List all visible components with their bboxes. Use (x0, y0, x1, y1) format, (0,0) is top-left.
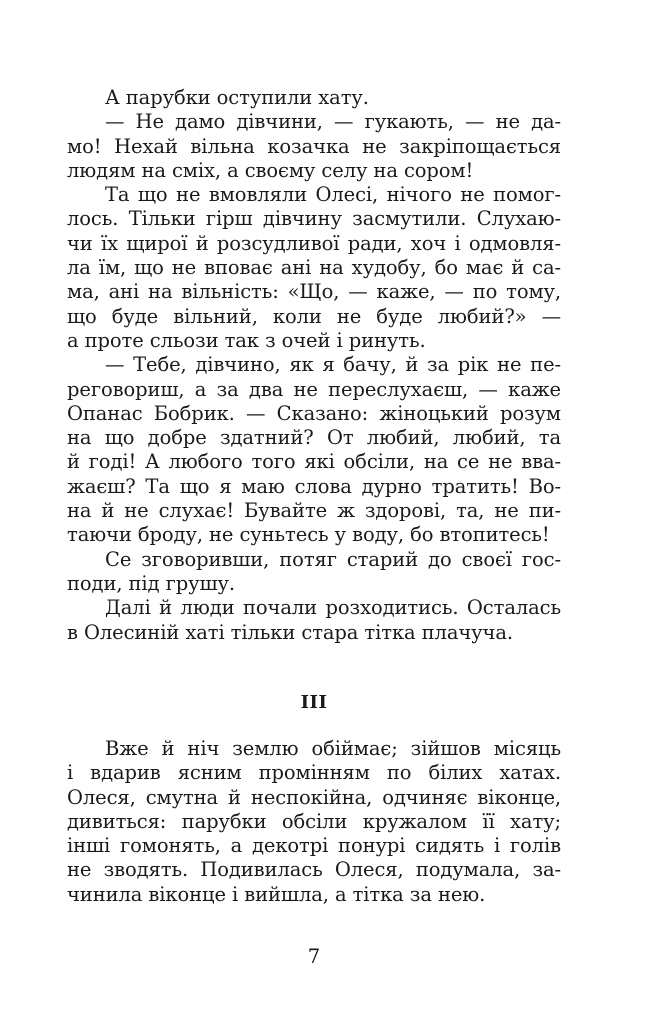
text-line: на що добре здатний? От любий, любий, та (67, 426, 561, 450)
text-line: ла їм, що не вповає ані на худобу, бо має й са- (67, 256, 561, 280)
text-block-after-chapter (67, 737, 561, 907)
text-line: і вдарив ясним промінням по білих хатах. (67, 761, 561, 785)
chapter-heading: ІІІ (300, 692, 328, 713)
text-line: Олеся, смутна й неспокійна, одчиняє віконце, (67, 785, 561, 809)
paragraph (67, 86, 561, 110)
text-line: що буде вільний, коли не буде любий?» — (67, 304, 561, 328)
paragraph (67, 737, 561, 907)
text-line: — Тебе, дівчино, як я бачу, й за рік не пе- (105, 353, 561, 377)
text-line: мо! Нехай вільна козачка не закріпощається (67, 134, 561, 158)
text-line: чи їх щирої й розсудливої ради, хоч і одмовля- (67, 231, 561, 255)
text-line: поди, під грушу. (67, 571, 235, 595)
text-line: інші гомонять, а декотрі понурі сидять і голів (67, 834, 561, 858)
page-number: 7 (307, 945, 321, 968)
text-line: лось. Тільки гірш дівчину засмутили. Слухаю- (67, 207, 561, 231)
paragraph (67, 548, 561, 597)
text-line: чинила віконце і вийшла, а тітка за нею. (67, 882, 486, 906)
text-line: — Не дамо дівчини, — гукають, — не да- (105, 110, 561, 134)
text-line: Вже й ніч землю обіймає; зійшов місяць (105, 737, 561, 760)
paragraph (67, 183, 561, 353)
text-block-before-chapter (67, 86, 561, 645)
text-line: в Олесиній хаті тільки стара тітка плачуча. (67, 620, 513, 644)
text-line: а проте сльози так з очей і ринуть. (67, 328, 426, 352)
text-line: на й не слухає! Бувайте ж здорові, та, не пи- (67, 499, 561, 523)
text-line: жаєш? Та що я маю слова дурно тратить! Во- (67, 474, 561, 498)
paragraph (67, 110, 561, 183)
text-line: людям на сміх, а своєму селу на сором! (67, 158, 474, 182)
text-line: Та що не вмовляли Олесі, нічого не помог- (105, 183, 561, 207)
text-line: ма, ані на вільність: «Що, — каже, — по тому, (67, 280, 561, 304)
text-line: не зводять. Подивилась Олеся, подумала, за- (67, 858, 561, 882)
text-line: реговориш, а за два не переслухаєш, — каже (67, 377, 561, 401)
text-line: Опанас Бобрик. — Сказано: жіноцький розум (67, 401, 561, 425)
text-line: А парубки оступили хату. (105, 86, 369, 109)
text-line: й годі! А любого того які обсіли, на се не вва- (67, 450, 561, 474)
text-line: таючи броду, не суньтесь у воду, бо втопитесь! (67, 523, 550, 547)
text-line: Далі й люди почали розходитись. Осталась (105, 596, 561, 620)
text-line: дивиться: парубки обсіли кружалом її хату; (67, 809, 561, 833)
text-line: Се зговоривши, потяг старий до своєї гос- (105, 547, 561, 571)
paragraph (67, 353, 561, 547)
paragraph (67, 596, 561, 645)
